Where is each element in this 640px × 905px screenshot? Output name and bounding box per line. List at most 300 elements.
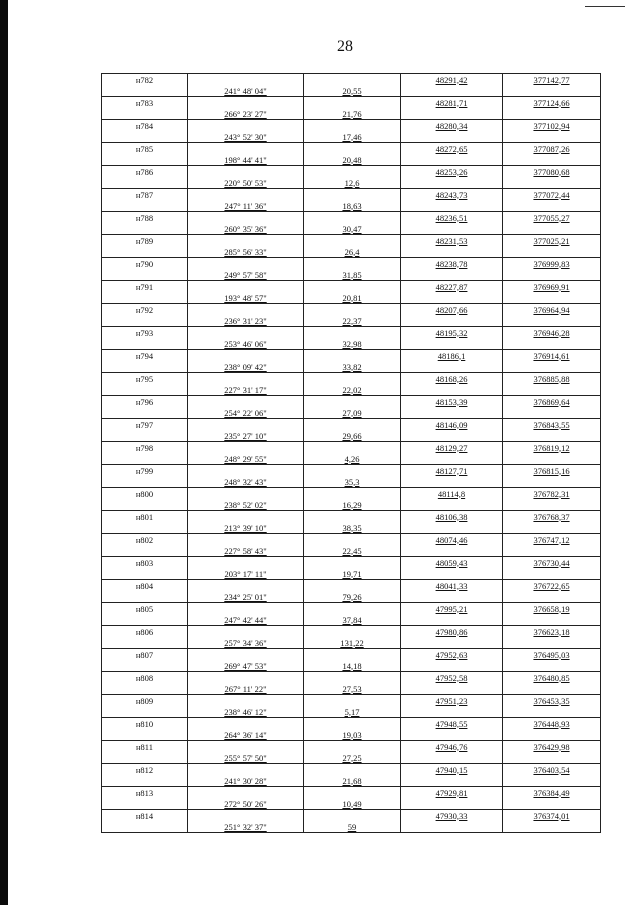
point-row <box>102 120 601 132</box>
empty-cell <box>401 200 503 212</box>
y-coordinate: 377080,68 <box>503 166 601 178</box>
empty-cell <box>304 603 401 615</box>
x-coordinate: 48146,09 <box>401 419 503 431</box>
point-name: н802 <box>102 534 188 546</box>
empty-cell <box>304 281 401 293</box>
segment-length: 19,03 <box>304 729 401 741</box>
empty-cell <box>401 292 503 304</box>
empty-cell <box>102 85 188 97</box>
point-row <box>102 235 601 247</box>
x-coordinate: 48243,73 <box>401 189 503 201</box>
empty-cell <box>102 476 188 488</box>
point-row <box>102 603 601 615</box>
segment-length: 14,18 <box>304 660 401 672</box>
y-coordinate: 376658,19 <box>503 603 601 615</box>
empty-cell <box>102 522 188 534</box>
x-coordinate: 47930,33 <box>401 810 503 822</box>
y-coordinate: 377025,21 <box>503 235 601 247</box>
empty-cell <box>401 177 503 189</box>
empty-cell <box>401 476 503 488</box>
segment-length: 5,17 <box>304 706 401 718</box>
empty-cell <box>304 396 401 408</box>
empty-cell <box>102 499 188 511</box>
point-name: н803 <box>102 557 188 569</box>
empty-cell <box>401 568 503 580</box>
segment-length: 18,63 <box>304 200 401 212</box>
segment-row <box>102 775 601 787</box>
point-name: н796 <box>102 396 188 408</box>
point-row <box>102 557 601 569</box>
point-row <box>102 511 601 523</box>
empty-cell <box>304 189 401 201</box>
empty-cell <box>188 442 304 454</box>
empty-cell <box>304 741 401 753</box>
point-row <box>102 718 601 730</box>
point-name: н805 <box>102 603 188 615</box>
empty-cell <box>188 373 304 385</box>
point-row <box>102 488 601 500</box>
x-coordinate: 47929,81 <box>401 787 503 799</box>
empty-cell <box>304 695 401 707</box>
coordinates-table-body <box>102 74 601 833</box>
segment-row <box>102 200 601 212</box>
direction-angle: 272° 50' 26" <box>188 798 304 810</box>
segment-row <box>102 545 601 557</box>
empty-cell <box>401 361 503 373</box>
segment-row <box>102 729 601 741</box>
empty-cell <box>304 787 401 799</box>
point-row <box>102 189 601 201</box>
segment-row <box>102 407 601 419</box>
empty-cell <box>188 603 304 615</box>
empty-cell <box>401 154 503 166</box>
direction-angle: 213° 39' 10" <box>188 522 304 534</box>
segment-length: 16,29 <box>304 499 401 511</box>
empty-cell <box>188 488 304 500</box>
y-coordinate: 376782,31 <box>503 488 601 500</box>
empty-cell <box>188 74 304 86</box>
x-coordinate: 48291,42 <box>401 74 503 86</box>
empty-cell <box>401 522 503 534</box>
empty-cell <box>188 212 304 224</box>
point-name: н792 <box>102 304 188 316</box>
segment-row <box>102 246 601 258</box>
direction-angle: 248° 32' 43" <box>188 476 304 488</box>
segment-length: 21,76 <box>304 108 401 120</box>
empty-cell <box>503 85 601 97</box>
empty-cell <box>304 580 401 592</box>
x-coordinate: 48236,51 <box>401 212 503 224</box>
segment-row <box>102 108 601 120</box>
empty-cell <box>503 361 601 373</box>
point-row <box>102 419 601 431</box>
segment-row <box>102 637 601 649</box>
empty-cell <box>503 499 601 511</box>
empty-cell <box>188 465 304 477</box>
empty-cell <box>401 545 503 557</box>
empty-cell <box>503 614 601 626</box>
empty-cell <box>102 407 188 419</box>
empty-cell <box>188 764 304 776</box>
empty-cell <box>503 338 601 350</box>
segment-length: 32,98 <box>304 338 401 350</box>
empty-cell <box>304 350 401 362</box>
segment-row <box>102 269 601 281</box>
segment-row <box>102 131 601 143</box>
direction-angle: 234° 25' 01" <box>188 591 304 603</box>
empty-cell <box>503 407 601 419</box>
empty-cell <box>304 511 401 523</box>
point-name: н795 <box>102 373 188 385</box>
empty-cell <box>102 200 188 212</box>
empty-cell <box>188 327 304 339</box>
empty-cell <box>102 154 188 166</box>
segment-length: 22,37 <box>304 315 401 327</box>
point-name: н783 <box>102 97 188 109</box>
empty-cell <box>503 177 601 189</box>
x-coordinate: 48129,27 <box>401 442 503 454</box>
point-row <box>102 787 601 799</box>
segment-length: 131,22 <box>304 637 401 649</box>
point-name: н788 <box>102 212 188 224</box>
empty-cell <box>401 108 503 120</box>
point-name: н800 <box>102 488 188 500</box>
point-name: н811 <box>102 741 188 753</box>
y-coordinate: 376747,12 <box>503 534 601 546</box>
empty-cell <box>304 557 401 569</box>
segment-row <box>102 752 601 764</box>
direction-angle: 248° 29' 55" <box>188 453 304 465</box>
empty-cell <box>102 453 188 465</box>
y-coordinate: 376730,44 <box>503 557 601 569</box>
direction-angle: 241° 48' 04" <box>188 85 304 97</box>
direction-angle: 238° 46' 12" <box>188 706 304 718</box>
empty-cell <box>304 235 401 247</box>
empty-cell <box>304 419 401 431</box>
x-coordinate: 48168,26 <box>401 373 503 385</box>
empty-cell <box>401 706 503 718</box>
empty-cell <box>188 235 304 247</box>
x-coordinate: 48074,46 <box>401 534 503 546</box>
segment-row <box>102 522 601 534</box>
point-row <box>102 672 601 684</box>
x-coordinate: 48127,71 <box>401 465 503 477</box>
point-row <box>102 465 601 477</box>
x-coordinate: 47951,23 <box>401 695 503 707</box>
direction-angle: 264° 36' 14" <box>188 729 304 741</box>
direction-angle: 260° 35' 36" <box>188 223 304 235</box>
x-coordinate: 48272,65 <box>401 143 503 155</box>
empty-cell <box>304 120 401 132</box>
segment-length: 21,68 <box>304 775 401 787</box>
empty-cell <box>102 637 188 649</box>
empty-cell <box>503 545 601 557</box>
x-coordinate: 48059,43 <box>401 557 503 569</box>
empty-cell <box>401 637 503 649</box>
empty-cell <box>188 396 304 408</box>
empty-cell <box>304 626 401 638</box>
point-name: н813 <box>102 787 188 799</box>
segment-row <box>102 591 601 603</box>
y-coordinate: 376480,85 <box>503 672 601 684</box>
point-name: н801 <box>102 511 188 523</box>
segment-length: 30,47 <box>304 223 401 235</box>
point-row <box>102 304 601 316</box>
segment-row <box>102 568 601 580</box>
x-coordinate: 48280,34 <box>401 120 503 132</box>
segment-length: 35,3 <box>304 476 401 488</box>
segment-length: 19,71 <box>304 568 401 580</box>
segment-length: 29,66 <box>304 430 401 442</box>
empty-cell <box>401 591 503 603</box>
segment-length: 27,25 <box>304 752 401 764</box>
empty-cell <box>401 131 503 143</box>
empty-cell <box>188 97 304 109</box>
empty-cell <box>188 787 304 799</box>
empty-cell <box>304 373 401 385</box>
point-name: н791 <box>102 281 188 293</box>
segment-length: 59 <box>304 821 401 833</box>
point-name: н808 <box>102 672 188 684</box>
empty-cell <box>102 729 188 741</box>
y-coordinate: 376819,12 <box>503 442 601 454</box>
point-name: н784 <box>102 120 188 132</box>
empty-cell <box>503 522 601 534</box>
point-name: н806 <box>102 626 188 638</box>
segment-length: 27,53 <box>304 683 401 695</box>
segment-length: 20,81 <box>304 292 401 304</box>
direction-angle: 193° 48' 57" <box>188 292 304 304</box>
segment-length: 38,35 <box>304 522 401 534</box>
y-coordinate: 377055,27 <box>503 212 601 224</box>
y-coordinate: 376722,65 <box>503 580 601 592</box>
segment-row <box>102 614 601 626</box>
empty-cell <box>188 810 304 822</box>
x-coordinate: 47952,63 <box>401 649 503 661</box>
segment-length: 22,45 <box>304 545 401 557</box>
segment-row <box>102 430 601 442</box>
direction-angle: 267° 11' 22" <box>188 683 304 695</box>
y-coordinate: 377124,66 <box>503 97 601 109</box>
empty-cell <box>304 764 401 776</box>
segment-row <box>102 683 601 695</box>
empty-cell <box>102 660 188 672</box>
segment-row <box>102 292 601 304</box>
top-rule <box>585 6 625 7</box>
x-coordinate: 48114,8 <box>401 488 503 500</box>
empty-cell <box>102 269 188 281</box>
point-row <box>102 580 601 592</box>
empty-cell <box>401 85 503 97</box>
segment-length: 27,09 <box>304 407 401 419</box>
empty-cell <box>188 580 304 592</box>
empty-cell <box>401 223 503 235</box>
point-name: н790 <box>102 258 188 270</box>
empty-cell <box>188 672 304 684</box>
segment-row <box>102 154 601 166</box>
empty-cell <box>102 821 188 833</box>
empty-cell <box>102 315 188 327</box>
x-coordinate: 47948,55 <box>401 718 503 730</box>
x-coordinate: 47952,58 <box>401 672 503 684</box>
y-coordinate: 376946,28 <box>503 327 601 339</box>
y-coordinate: 376999,83 <box>503 258 601 270</box>
empty-cell <box>304 649 401 661</box>
empty-cell <box>503 223 601 235</box>
empty-cell <box>503 430 601 442</box>
segment-length: 33,82 <box>304 361 401 373</box>
empty-cell <box>503 453 601 465</box>
direction-angle: 243° 52' 30" <box>188 131 304 143</box>
segment-row <box>102 453 601 465</box>
empty-cell <box>304 442 401 454</box>
empty-cell <box>102 177 188 189</box>
y-coordinate: 376403,54 <box>503 764 601 776</box>
y-coordinate: 376429,98 <box>503 741 601 753</box>
empty-cell <box>102 706 188 718</box>
empty-cell <box>401 729 503 741</box>
segment-row <box>102 315 601 327</box>
direction-angle: 238° 09' 42" <box>188 361 304 373</box>
page-number: 28 <box>337 38 353 55</box>
y-coordinate: 377142,77 <box>503 74 601 86</box>
empty-cell <box>401 798 503 810</box>
empty-cell <box>304 465 401 477</box>
segment-length: 20,55 <box>304 85 401 97</box>
point-row <box>102 764 601 776</box>
empty-cell <box>102 246 188 258</box>
empty-cell <box>503 591 601 603</box>
empty-cell <box>401 752 503 764</box>
empty-cell <box>102 752 188 764</box>
direction-angle: 251° 32' 37" <box>188 821 304 833</box>
point-name: н787 <box>102 189 188 201</box>
empty-cell <box>401 775 503 787</box>
y-coordinate: 376843,55 <box>503 419 601 431</box>
empty-cell <box>102 683 188 695</box>
segment-row <box>102 223 601 235</box>
empty-cell <box>102 338 188 350</box>
segment-length: 20,48 <box>304 154 401 166</box>
empty-cell <box>503 292 601 304</box>
point-name: н785 <box>102 143 188 155</box>
segment-length: 10,49 <box>304 798 401 810</box>
direction-angle: 247° 42' 44" <box>188 614 304 626</box>
empty-cell <box>188 741 304 753</box>
empty-cell <box>304 258 401 270</box>
empty-cell <box>304 718 401 730</box>
empty-cell <box>304 534 401 546</box>
direction-angle: 227° 31' 17" <box>188 384 304 396</box>
empty-cell <box>304 74 401 86</box>
direction-angle: 285° 56' 33" <box>188 246 304 258</box>
x-coordinate: 47940,15 <box>401 764 503 776</box>
x-coordinate: 48041,33 <box>401 580 503 592</box>
direction-angle: 247° 11' 36" <box>188 200 304 212</box>
y-coordinate: 376453,35 <box>503 695 601 707</box>
y-coordinate: 376969,91 <box>503 281 601 293</box>
empty-cell <box>401 499 503 511</box>
point-name: н810 <box>102 718 188 730</box>
empty-cell <box>188 534 304 546</box>
point-name: н809 <box>102 695 188 707</box>
empty-cell <box>102 568 188 580</box>
direction-angle: 253° 46' 06" <box>188 338 304 350</box>
empty-cell <box>503 637 601 649</box>
empty-cell <box>102 223 188 235</box>
x-coordinate: 48281,71 <box>401 97 503 109</box>
segment-row <box>102 660 601 672</box>
empty-cell <box>304 672 401 684</box>
point-name: н812 <box>102 764 188 776</box>
empty-cell <box>188 419 304 431</box>
empty-cell <box>188 258 304 270</box>
direction-angle: 203° 17' 11" <box>188 568 304 580</box>
y-coordinate: 376495,03 <box>503 649 601 661</box>
y-coordinate: 376815,16 <box>503 465 601 477</box>
empty-cell <box>503 200 601 212</box>
point-row <box>102 212 601 224</box>
direction-angle: 227° 58' 43" <box>188 545 304 557</box>
direction-angle: 266° 23' 27" <box>188 108 304 120</box>
x-coordinate: 48253,26 <box>401 166 503 178</box>
point-row <box>102 74 601 86</box>
x-coordinate: 47995,21 <box>401 603 503 615</box>
empty-cell <box>304 327 401 339</box>
segment-row <box>102 706 601 718</box>
empty-cell <box>503 108 601 120</box>
empty-cell <box>401 338 503 350</box>
scan-edge-bar <box>0 0 8 905</box>
direction-angle: 235° 27' 10" <box>188 430 304 442</box>
empty-cell <box>102 591 188 603</box>
empty-cell <box>188 189 304 201</box>
direction-angle: 241° 30' 28" <box>188 775 304 787</box>
segment-row <box>102 361 601 373</box>
empty-cell <box>102 430 188 442</box>
y-coordinate: 376964,94 <box>503 304 601 316</box>
empty-cell <box>304 212 401 224</box>
empty-cell <box>503 246 601 258</box>
point-name: н797 <box>102 419 188 431</box>
point-row <box>102 281 601 293</box>
direction-angle: 269° 47' 53" <box>188 660 304 672</box>
direction-angle: 255° 57' 50" <box>188 752 304 764</box>
x-coordinate: 48153,39 <box>401 396 503 408</box>
empty-cell <box>188 281 304 293</box>
empty-cell <box>503 775 601 787</box>
point-row <box>102 741 601 753</box>
empty-cell <box>188 120 304 132</box>
direction-angle: 236° 31' 23" <box>188 315 304 327</box>
segment-length: 79,26 <box>304 591 401 603</box>
empty-cell <box>503 315 601 327</box>
point-name: н793 <box>102 327 188 339</box>
segment-row <box>102 821 601 833</box>
empty-cell <box>503 154 601 166</box>
direction-angle: 220° 50' 53" <box>188 177 304 189</box>
point-row <box>102 626 601 638</box>
empty-cell <box>503 384 601 396</box>
x-coordinate: 48227,87 <box>401 281 503 293</box>
empty-cell <box>401 683 503 695</box>
empty-cell <box>304 488 401 500</box>
empty-cell <box>188 511 304 523</box>
empty-cell <box>188 166 304 178</box>
point-name: н789 <box>102 235 188 247</box>
point-name: н807 <box>102 649 188 661</box>
point-row <box>102 649 601 661</box>
